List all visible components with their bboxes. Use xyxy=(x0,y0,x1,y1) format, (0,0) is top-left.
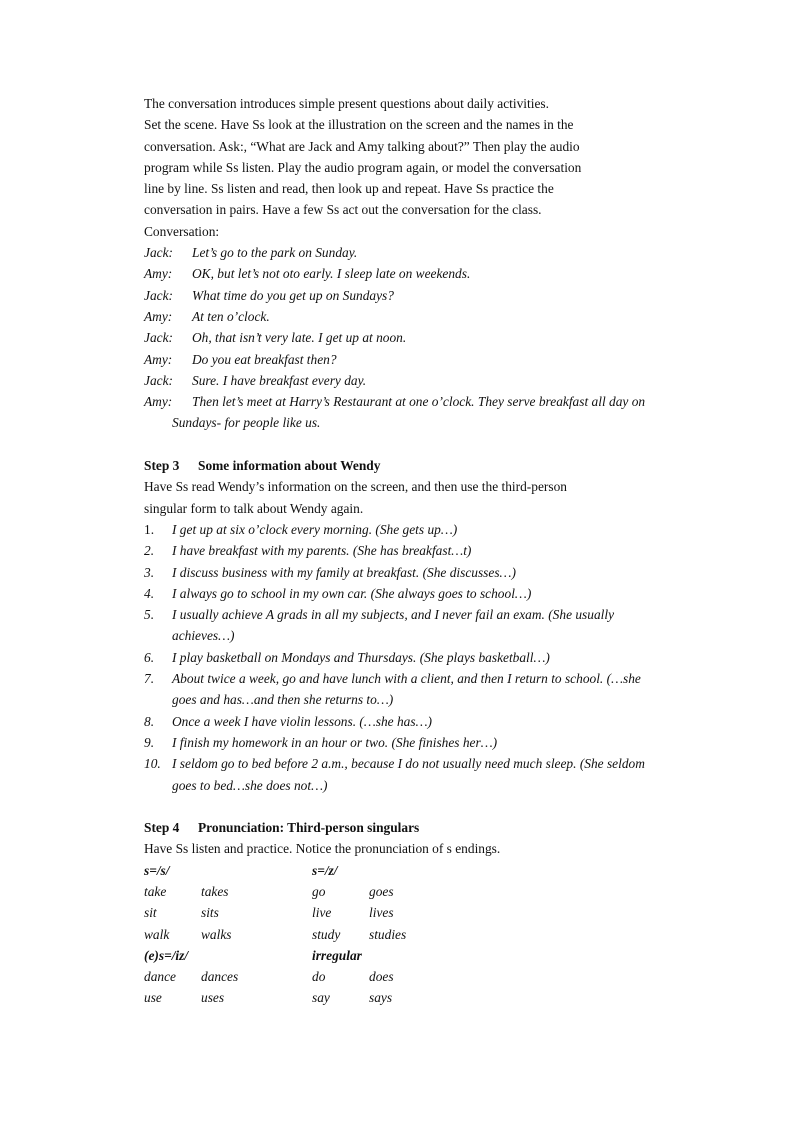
item-text: Once a week I have violin lessons. (…she has…) xyxy=(172,713,432,729)
speaker: Jack: xyxy=(144,372,173,388)
third-person-verb: studies xyxy=(369,926,407,942)
intro-line: conversation in pairs. Have a few Ss act out the conversation for the class. xyxy=(144,202,542,218)
utterance: Oh, that isn’t very late. I get up at noon. xyxy=(192,330,407,346)
step3-section xyxy=(144,455,674,796)
base-verb: dance xyxy=(144,969,176,985)
item-number: 10. xyxy=(144,756,161,772)
utterance: At ten o’clock. xyxy=(192,308,270,324)
pronunciation-table xyxy=(144,860,674,1009)
utterance: Then let’s meet at Harry’s Restaurant at one o’clock. They serve breakfast all day on xyxy=(192,394,646,410)
speaker: Jack: xyxy=(144,287,173,303)
pronunciation-row xyxy=(144,902,674,923)
base-verb: go xyxy=(312,883,326,899)
conversation-line xyxy=(144,263,674,284)
document-page xyxy=(144,93,674,1009)
step-label: Step 3 xyxy=(144,458,180,474)
item-number: 1. xyxy=(144,521,155,537)
column-heading: irregular xyxy=(312,947,362,963)
item-number: 9. xyxy=(144,734,155,750)
speaker: Jack: xyxy=(144,330,173,346)
utterance: Do you eat breakfast then? xyxy=(192,351,337,367)
third-person-verb: does xyxy=(369,969,394,985)
item-number: 4. xyxy=(144,585,155,601)
utterance: Sure. I have breakfast every day. xyxy=(192,372,367,388)
list-item xyxy=(144,519,674,540)
third-person-verb: dances xyxy=(201,969,239,985)
third-person-verb: takes xyxy=(201,883,229,899)
list-item xyxy=(144,732,674,753)
item-text: I seldom go to bed before 2 a.m., because I do not usually need much sleep. (She seldom xyxy=(172,756,645,772)
third-person-verb: goes xyxy=(369,883,394,899)
item-number: 7. xyxy=(144,671,155,687)
column-heading: (e)s=/iz/ xyxy=(144,947,189,963)
item-number: 2. xyxy=(144,543,155,559)
item-text: I have breakfast with my parents. (She has breakfast…t) xyxy=(172,543,472,559)
item-number: 3. xyxy=(144,564,155,580)
item-number: 6. xyxy=(144,649,155,665)
column-heading: s=/z/ xyxy=(312,862,338,878)
utterance: Let’s go to the park on Sunday. xyxy=(192,245,358,261)
pronunciation-header-row xyxy=(144,945,674,966)
item-text: I play basketball on Mondays and Thursdays. (She plays basketball…) xyxy=(172,649,550,665)
list-item xyxy=(144,668,674,689)
item-text: I discuss business with my family at breakfast. (She discusses…) xyxy=(172,564,516,580)
item-number: 5. xyxy=(144,607,155,623)
conversation-line xyxy=(144,285,674,306)
base-verb: use xyxy=(144,990,162,1006)
list-item-continuation: goes and has…and then she returns to…) xyxy=(172,692,394,708)
list-item-continuation: achieves…) xyxy=(172,628,235,644)
speaker: Amy: xyxy=(144,394,173,410)
speaker: Amy: xyxy=(144,266,173,282)
list-item xyxy=(144,711,674,732)
speaker: Jack: xyxy=(144,245,173,261)
step4-section xyxy=(144,817,674,1009)
base-verb: study xyxy=(312,926,341,942)
pronunciation-row xyxy=(144,987,674,1008)
conversation-line xyxy=(144,306,674,327)
intro-line: conversation. Ask:, “What are Jack and Amy talking about?” Then play the audio xyxy=(144,138,580,154)
step4-heading xyxy=(144,817,674,838)
conversation-line xyxy=(144,370,674,391)
step-title: Pronunciation: Third-person singulars xyxy=(198,820,420,836)
utterance: What time do you get up on Sundays? xyxy=(192,287,394,303)
base-verb: do xyxy=(312,969,326,985)
column-heading: s=/s/ xyxy=(144,862,170,878)
conversation-line xyxy=(144,349,674,370)
list-item xyxy=(144,604,674,625)
base-verb: sit xyxy=(144,905,157,921)
list-item xyxy=(144,753,674,774)
base-verb: live xyxy=(312,905,332,921)
speaker: Amy: xyxy=(144,351,173,367)
list-item xyxy=(144,647,674,668)
base-verb: take xyxy=(144,883,167,899)
intro-paragraph xyxy=(144,93,674,221)
step-title: Some information about Wendy xyxy=(198,458,381,474)
intro-line: The conversation introduces simple present questions about daily activities. xyxy=(144,96,549,111)
conversation xyxy=(144,242,674,434)
base-verb: walk xyxy=(144,926,170,942)
step3-intro-line: Have Ss read Wendy’s information on the screen, and then use the third-person xyxy=(144,479,567,495)
conversation-line xyxy=(144,327,674,348)
item-text: I always go to school in my own car. (She always goes to school…) xyxy=(172,585,532,601)
third-person-verb: sits xyxy=(201,905,219,921)
pronunciation-row xyxy=(144,881,674,902)
third-person-verb: uses xyxy=(201,990,225,1006)
step-label: Step 4 xyxy=(144,820,180,836)
list-item xyxy=(144,583,674,604)
pronunciation-header-row xyxy=(144,860,674,881)
item-text: I usually achieve A grads in all my subjects, and I never fail an exam. (She usually xyxy=(172,607,615,623)
third-person-verb: lives xyxy=(369,905,394,921)
conversation-line xyxy=(144,242,674,263)
item-text: I finish my homework in an hour or two. (She finishes her…) xyxy=(172,734,498,750)
pronunciation-row xyxy=(144,966,674,987)
list-item xyxy=(144,540,674,561)
speaker: Amy: xyxy=(144,308,173,324)
list-item-continuation: goes to bed…she does not…) xyxy=(172,777,328,793)
step3-heading xyxy=(144,455,674,476)
item-text: About twice a week, go and have lunch with a client, and then I return to school. (…she xyxy=(172,671,641,687)
utterance: OK, but let’s not oto early. I sleep late on weekends. xyxy=(192,266,471,282)
third-person-verb: says xyxy=(369,990,393,1006)
conversation-line xyxy=(144,391,674,412)
base-verb: say xyxy=(312,990,330,1006)
third-person-verb: walks xyxy=(201,926,232,942)
item-text: I get up at six o’clock every morning. (She gets up…) xyxy=(172,521,458,537)
item-number: 8. xyxy=(144,713,155,729)
intro-line: line by line. Ss listen and read, then look up and repeat. Have Ss practice the xyxy=(144,181,554,197)
step3-intro-line: singular form to talk about Wendy again. xyxy=(144,500,364,516)
intro-line: program while Ss listen. Play the audio program again, or model the conversation xyxy=(144,159,582,175)
conversation-continuation: Sundays- for people like us. xyxy=(172,415,321,431)
pronunciation-row xyxy=(144,924,674,945)
intro-line: Set the scene. Have Ss look at the illustration on the screen and the names in the xyxy=(144,117,574,133)
list-item xyxy=(144,562,674,583)
step4-intro: Have Ss listen and practice. Notice the pronunciation of s endings. xyxy=(144,841,501,857)
conversation-label: Conversation: xyxy=(144,223,220,239)
